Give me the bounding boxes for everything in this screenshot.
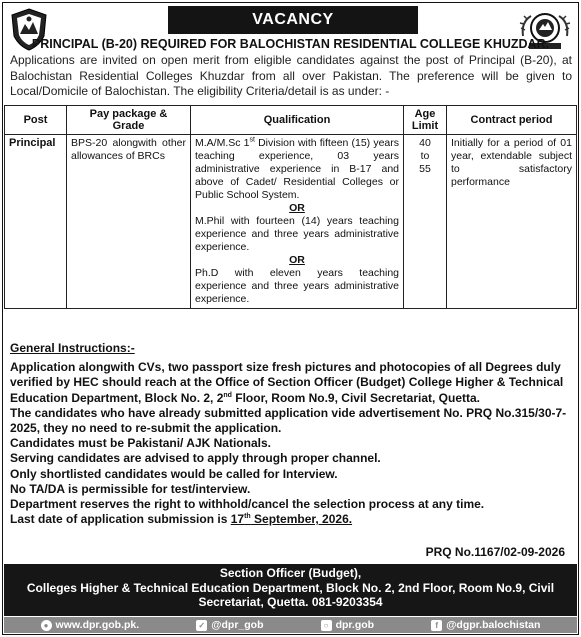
instruction-item: The candidates who have already submitted application vide advertisement No. PRQ No.315/30-7-2025, they no need to re-submit the application.: [10, 405, 567, 436]
last-date-day: 17: [230, 512, 245, 527]
header-age-limit: [404, 106, 447, 135]
vacancy-banner: VACANCY: [168, 6, 418, 34]
cell-post: Principal: [5, 135, 67, 309]
instruction-item: Department reserves the right to withhold/cancel the selection process at any time.: [10, 497, 485, 512]
footer-line-2: Colleges Higher & Technical Education Department, Block No. 2, 2nd Floor, Room No.9, Civil: [26, 580, 555, 595]
twitter-icon: ✓: [196, 620, 207, 631]
instagram-handle: dpr.gob: [335, 619, 375, 631]
qualification-option-2: M.Phil with fourteen (14) years teaching experience and three years administrative experience.: [195, 215, 399, 253]
qual1-text-end: Division with fifteen (15) years teaching experience, 03 years administrative experience in B-17 and above of Cadet/ Residential Colleges or Public School System.: [195, 137, 399, 201]
last-date-superscript: th: [244, 513, 251, 521]
facebook-handle: @dgpr.balochistan: [446, 619, 541, 631]
cell-contract-period: Initially for a period of 01 year, extendable subject to satisfactory performance: [447, 135, 577, 309]
instruction-1-end: Floor, Room No.9, Civil Secretariat, Quetta.: [231, 390, 480, 405]
qualification-option-1: [195, 137, 399, 202]
table-row: [5, 135, 577, 309]
instruction-item: Serving candidates are advised to apply through proper channel.: [10, 451, 381, 466]
facebook-icon: f: [431, 620, 442, 631]
qual1-superscript: st: [249, 136, 255, 144]
last-date-rest: September, 2026.: [250, 512, 353, 527]
header-age-line1: Age: [414, 108, 436, 120]
general-instructions: [10, 341, 572, 527]
header-pay-line1: Pay package &: [89, 108, 168, 120]
cell-pay-package: BPS-20 alongwith other allowances of BRCs: [67, 135, 191, 309]
header-pay-package: [67, 106, 191, 135]
contact-footer: [4, 564, 577, 616]
header-post: Post: [5, 106, 67, 135]
twitter-handle: @dpr_gob: [211, 619, 264, 631]
age-to: to: [420, 150, 430, 162]
instruction-1-start: Application alongwith CVs, two passport size fresh pictures and photocopies of all Degrees duly verified by HEC should reach at the Office of Section Officer (Budget) College Higher & Technical Education Department, Block No. 2, 2: [10, 360, 564, 405]
prq-number: PRQ No.1167/02-09-2026: [425, 545, 565, 559]
cell-qualification: [191, 135, 404, 309]
cell-age-limit: [404, 135, 447, 309]
eligibility-table: [4, 105, 577, 309]
website-link[interactable]: [41, 619, 140, 631]
or-separator-1: OR: [289, 202, 305, 214]
instruction-item-last-date: [10, 512, 572, 527]
age-max: 55: [419, 163, 431, 175]
twitter-link[interactable]: [196, 619, 263, 631]
header-age-line2: Limit: [411, 120, 439, 132]
instructions-heading: General Instructions:-: [10, 341, 135, 355]
instruction-item: Candidates must be Pakistani/ AJK Nationals.: [10, 436, 271, 451]
instagram-link[interactable]: [321, 619, 375, 631]
table-header-row: [5, 106, 577, 135]
instruction-item: [10, 360, 572, 406]
header-pay-line2: Grade: [112, 120, 145, 132]
last-date-value: [231, 512, 352, 526]
age-min: 40: [419, 137, 431, 149]
instruction-item: No TA/DA is permissible for test/interview.: [10, 481, 251, 496]
social-bar: [4, 617, 577, 633]
qualification-option-3: Ph.D with eleven years teaching experience and three years administrative experience.: [195, 267, 399, 305]
intro-paragraph: Applications are invited on open merit from eligible candidates against the post of Principal (B-20), at Balochistan Residential Colleges Khuzdar from all over Pakistan. The preference will be given to Local/Domicile of Balochistan. The eligibility Criteria/detail is as under: -: [10, 53, 572, 98]
footer-line-1: Section Officer (Budget),: [219, 566, 362, 580]
last-date-label: Last date of application submission is: [10, 512, 231, 527]
footer-line-3: Secretariat, Quetta. 081-9203354: [198, 595, 383, 609]
header-contract-period: Contract period: [447, 106, 577, 135]
instagram-icon: ○: [321, 620, 332, 631]
facebook-link[interactable]: [431, 619, 540, 631]
or-separator-2: OR: [289, 254, 305, 266]
header-qualification: Qualification: [191, 106, 404, 135]
instruction-item: Only shortlisted candidates would be called for Interview.: [10, 466, 338, 481]
globe-icon: ●: [41, 620, 52, 631]
website-text: www.dpr.gob.pk.: [55, 619, 140, 631]
vacancy-headline: PRINCIPAL (B-20) REQUIRED FOR BALOCHISTAN RESIDENTIAL COLLEGE KHUZDAR.: [31, 37, 550, 51]
qual1-text-start: M.A/M.Sc 1: [195, 137, 250, 149]
instruction-1-superscript: nd: [223, 391, 232, 399]
